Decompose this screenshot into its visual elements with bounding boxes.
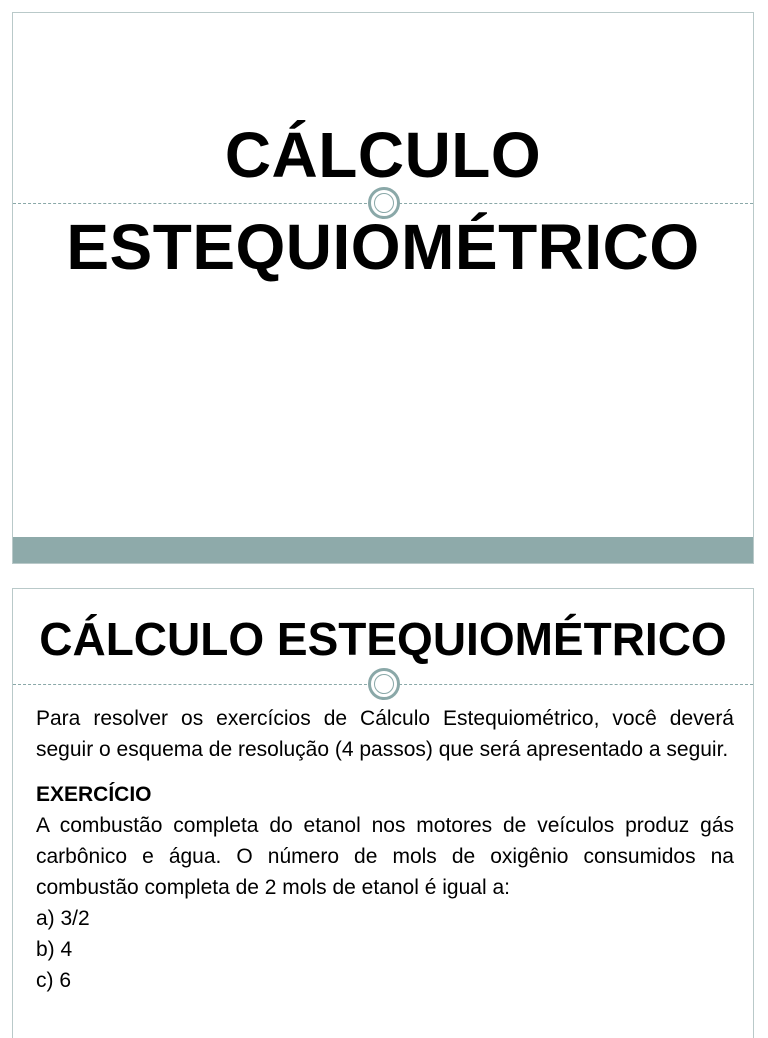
slide-footer-bar [13,537,753,563]
intro-paragraph: Para resolver os exercícios de Cálculo Estequiométrico, você deverá seguir o esquema de resolução (4 passos) que será apresentado a seguir. [36,707,734,761]
slide-body [36,703,734,996]
option-b: b) 4 [36,938,73,961]
content-slide [12,588,754,1038]
title-slide [12,12,754,564]
exercise-text: A combustão completa do etanol nos motores de veículos produz gás carbônico e água. O número de mols de oxigênio consumidos na combustão completa de 2 mols de etanol é igual a: [36,814,734,899]
slide-title: CÁLCULO ESTEQUIOMÉTRICO [39,613,727,665]
title-line-2: ESTEQUIOMÉTRICO [66,211,700,283]
slide-title [13,109,753,293]
title-line-1: CÁLCULO [224,119,542,191]
exercise-heading: EXERCÍCIO [36,783,152,806]
option-c: c) 6 [36,969,72,992]
ring-ornament-icon [368,668,400,700]
option-a: a) 3/2 [36,907,90,930]
